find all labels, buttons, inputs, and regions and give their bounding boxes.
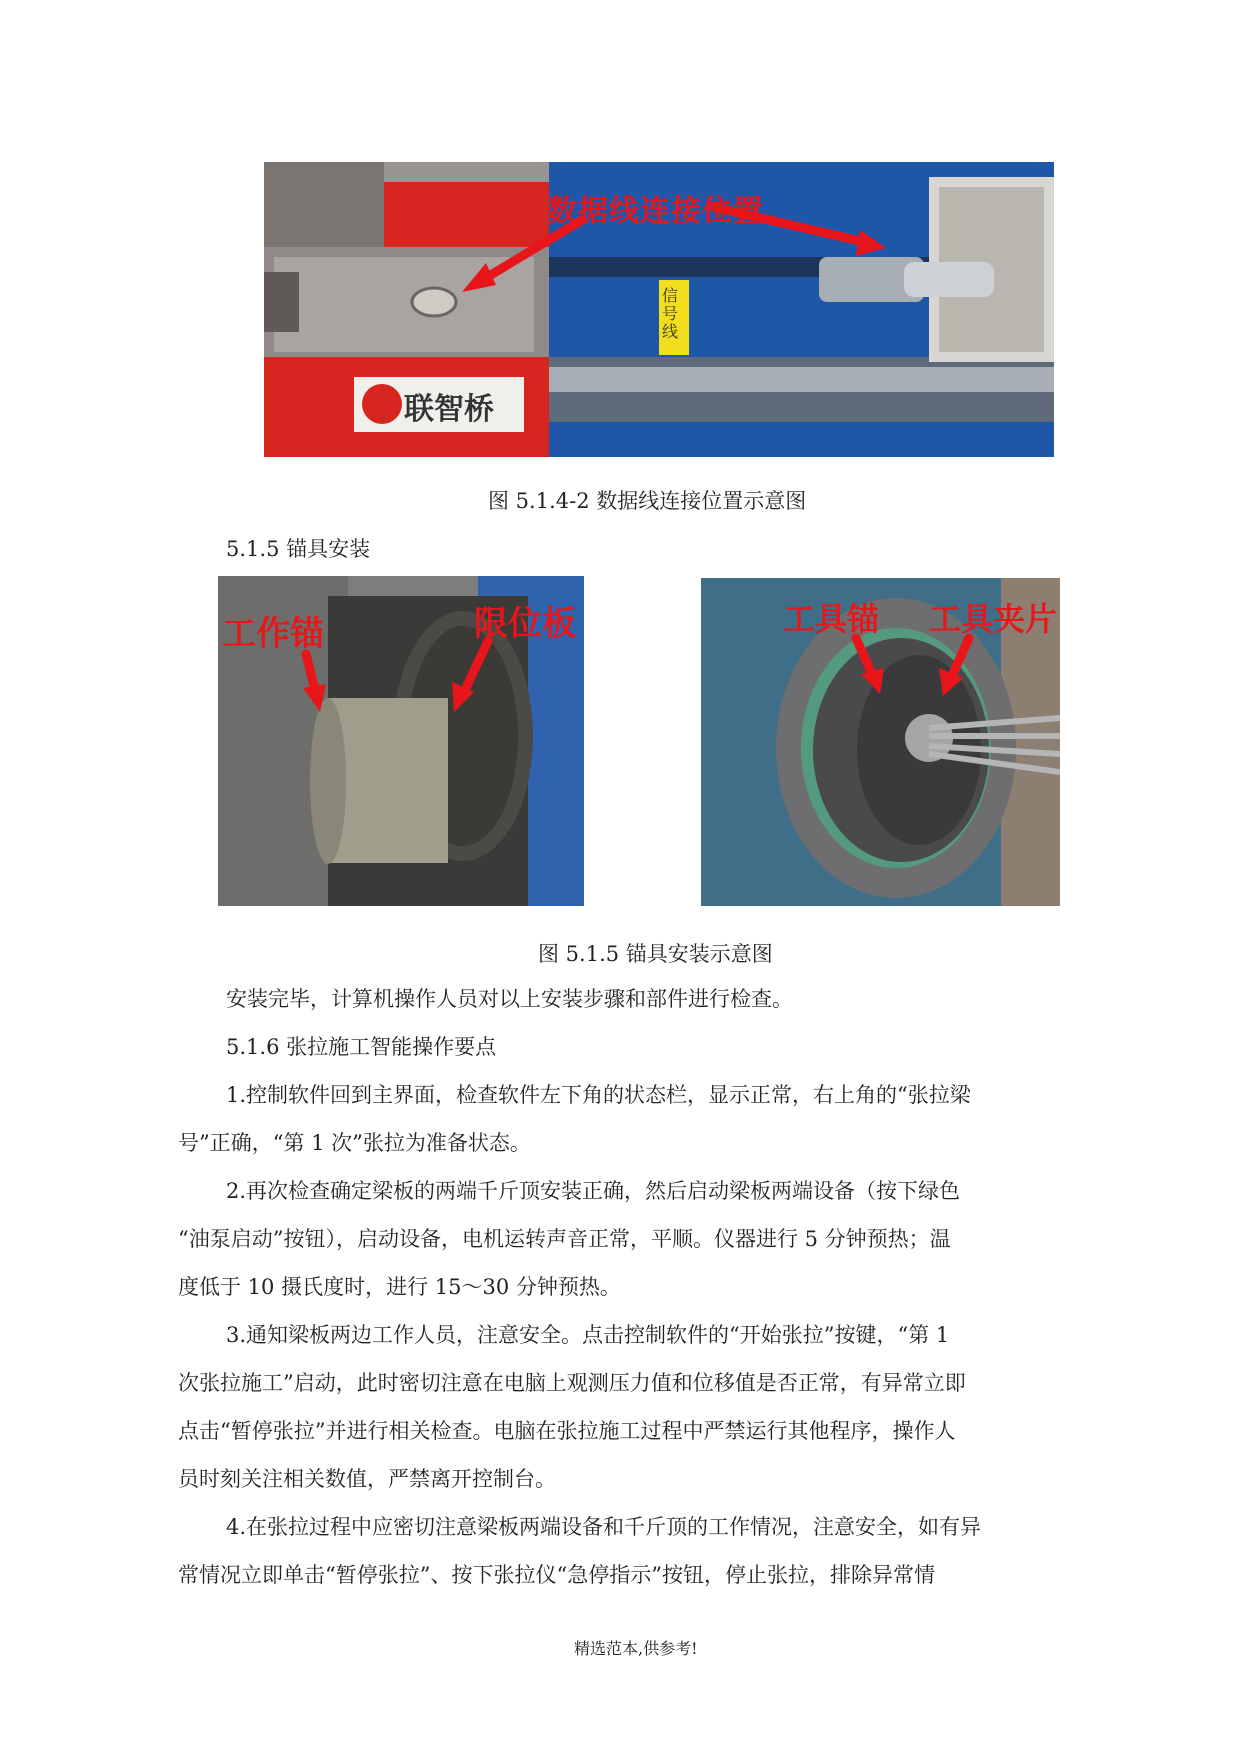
- paragraph-check: 安装完毕，计算机操作人员对以上安装步骤和部件进行检查。: [226, 987, 793, 1011]
- body-line: 次张拉施工”启动，此时密切注意在电脑上观测压力值和位移值是否正常，有异常立即: [178, 1371, 966, 1395]
- body-line: 员时刻关注相关数值，严禁离开控制台。: [178, 1467, 556, 1491]
- figure1-arrow-label: 数据线连接位置: [547, 194, 764, 229]
- body-line: 3.通知梁板两边工作人员，注意安全。点击控制软件的“开始张拉”按键，“第 1: [226, 1323, 950, 1347]
- figure-data-cable-photo: [264, 162, 1054, 457]
- body-line: 4.在张拉过程中应密切注意梁板两端设备和千斤顶的工作情况，注意安全，如有异: [226, 1515, 982, 1539]
- label-tool-anchor: 工具锚: [783, 600, 880, 638]
- section-516-heading: 5.1.6 张拉施工智能操作要点: [226, 1035, 497, 1059]
- body-line: 常情况立即单击“暂停张拉”、按下张拉仪“急停指示”按钮，停止张拉，排除异常情: [178, 1563, 935, 1587]
- body-line: 度低于 10 摄氏度时，进行 15～30 分钟预热。: [178, 1275, 621, 1299]
- body-line: 点击“暂停张拉”并进行相关检查。电脑在张拉施工过程中严禁运行其他程序，操作人: [178, 1419, 956, 1443]
- page-footer: 精选范本,供参考!: [574, 1639, 698, 1658]
- brand-logo: 联智桥: [404, 392, 494, 427]
- section-515-heading: 5.1.5 锚具安装: [226, 537, 371, 561]
- figure-tool-anchor-photo: [701, 578, 1060, 906]
- figure-work-anchor-photo: [218, 576, 584, 906]
- body-line: “油泵启动”按钮），启动设备，电机运转声音正常，平顺。仪器进行 5 分钟预热；温: [178, 1227, 951, 1251]
- figure1-caption: 图 5.1.4-2 数据线连接位置示意图: [488, 489, 807, 513]
- cable-tag: 信号线: [662, 286, 679, 341]
- figure2-caption: 图 5.1.5 锚具安装示意图: [538, 942, 773, 966]
- body-line: 1.控制软件回到主界面，检查软件左下角的状态栏，显示正常，右上角的“张拉梁: [226, 1083, 971, 1107]
- label-work-anchor: 工作锚: [222, 614, 324, 654]
- body-line: 2.再次检查确定梁板的两端千斤顶安装正确，然后启动梁板两端设备（按下绿色: [226, 1179, 961, 1203]
- label-tool-clip: 工具夹片: [929, 600, 1058, 638]
- body-line: 号”正确，“第 1 次”张拉为准备状态。: [178, 1131, 531, 1155]
- label-limit-plate: 限位板: [474, 604, 576, 644]
